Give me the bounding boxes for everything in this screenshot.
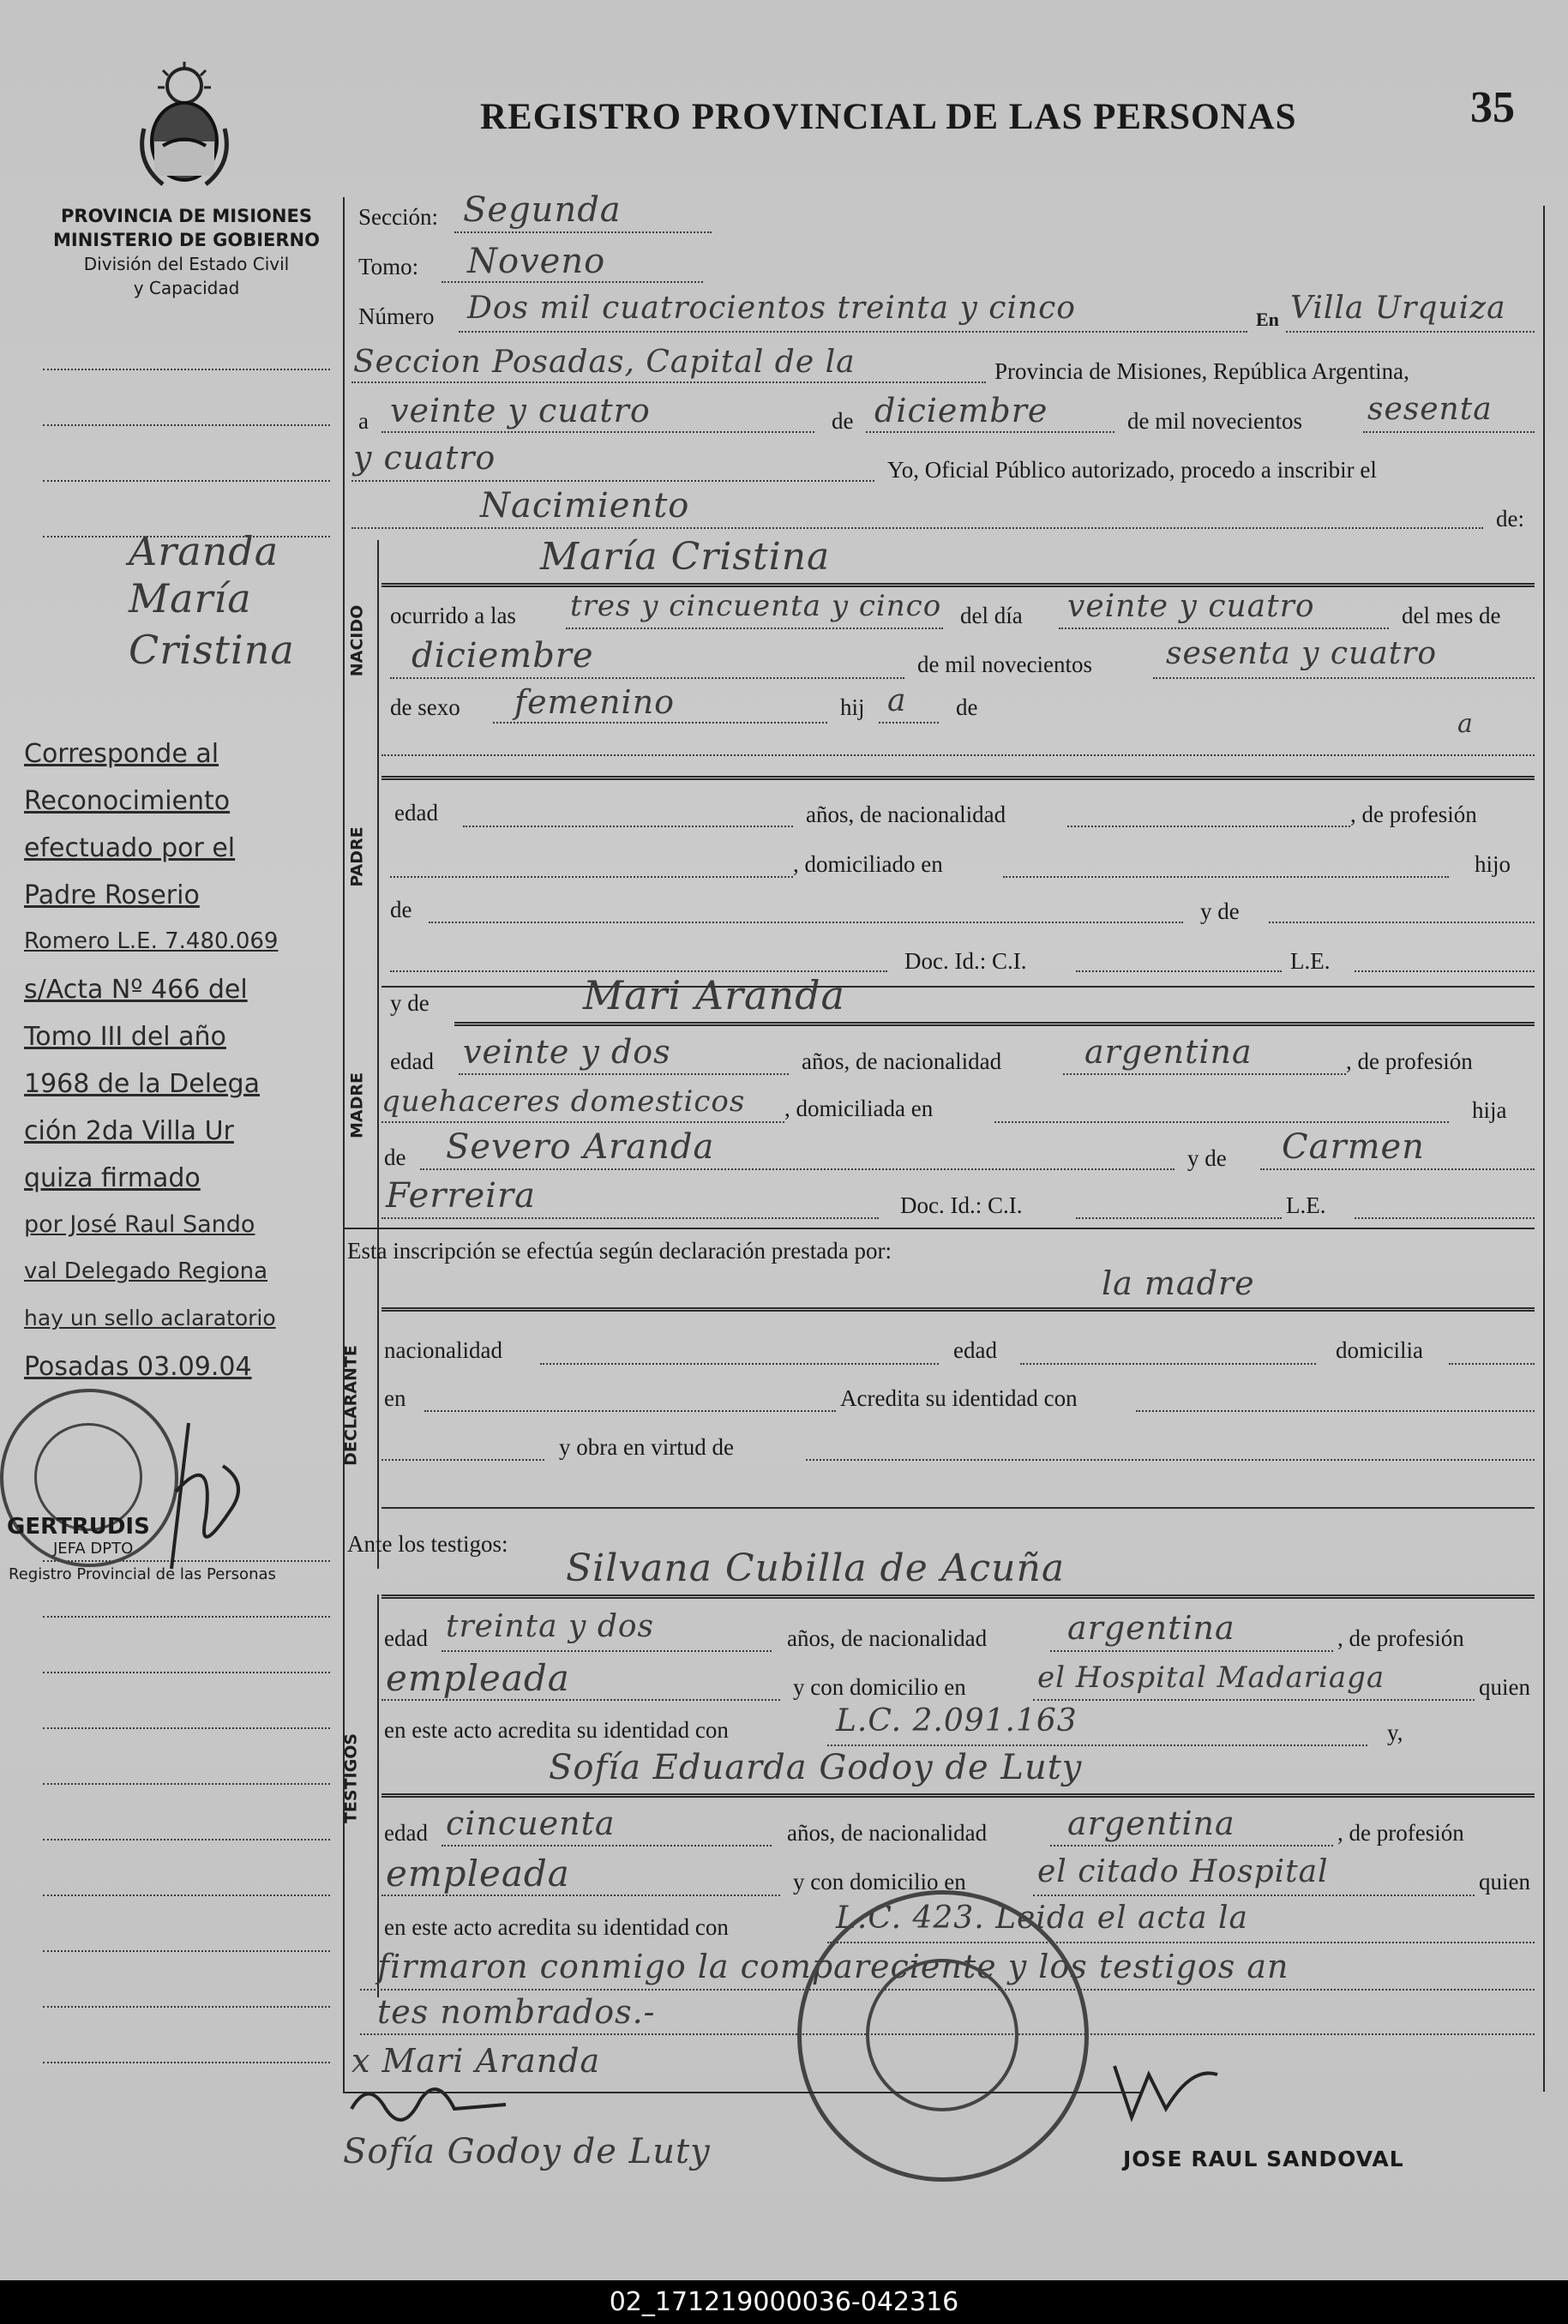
madre-nombre-line [454, 1022, 1535, 1026]
hora-line [566, 628, 943, 629]
mes-nac-line [390, 677, 904, 679]
hij-de-label: de [956, 694, 978, 720]
seccion-line [454, 231, 712, 233]
t2-nac-label: años, de nacionalidad [787, 1820, 988, 1846]
lugar-value: Seccion Posadas, Capital de la [353, 345, 856, 380]
madre-hija-label: hija [1472, 1097, 1507, 1123]
decl-dom-label: domicilia [1336, 1337, 1423, 1363]
section-label-declarante: DECLARANTE [341, 1345, 361, 1466]
margin-signature-icon [154, 1414, 257, 1577]
madre-nac-line [1063, 1073, 1346, 1075]
madre-doc-label: Doc. Id.: C.I. [900, 1192, 1023, 1218]
padre-le-line [1355, 970, 1535, 972]
margin-note-line: ción 2da Villa Ur [24, 1116, 234, 1146]
form-border-right [1543, 206, 1545, 2092]
anio2-value: y cuatro [353, 439, 496, 477]
madre-le-line [1355, 1217, 1535, 1219]
margin-line [43, 1727, 330, 1729]
section-border [377, 1594, 379, 1997]
t1-prof-value: empleada [386, 1657, 570, 1699]
scan-filename-bar: 02_171219000036-042316 [0, 2280, 1568, 2324]
testigo2-line [381, 1793, 1535, 1798]
de-label: de [832, 408, 854, 434]
margin-line [43, 1895, 330, 1896]
t1-doc-value: L.C. 2.091.163 [836, 1703, 1078, 1738]
provincia-text: Provincia de Misiones, República Argentina, [994, 358, 1409, 384]
inscripcion-text: Esta inscripción se efectúa según declaración prestada por: [347, 1238, 892, 1264]
margin-line [43, 2062, 330, 2063]
padre-nac-label: años, de nacionalidad [806, 802, 1006, 827]
t2-nac-line [1050, 1845, 1333, 1847]
padre-dom-line [1003, 876, 1449, 878]
decl-acredita-label: Acredita su identidad con [840, 1385, 1078, 1411]
margin-note-line: s/Acta Nº 466 del [24, 975, 248, 1005]
anio2-line [351, 480, 874, 482]
t2-edad-label: edad [384, 1820, 428, 1846]
t1-edad-line [442, 1650, 772, 1652]
de-colon-label: de: [1496, 506, 1524, 531]
padre-prof-label: , de profesión [1350, 802, 1477, 827]
t2-dom-value: el citado Hospital [1037, 1854, 1329, 1889]
tomo-line [442, 281, 703, 283]
padre-dom-label: , domiciliado en [793, 851, 943, 877]
margin-line [43, 1616, 330, 1618]
document-title: REGISTRO PROVINCIAL DE LAS PERSONAS [480, 97, 1297, 137]
madre-prof-value: quehaceres domesticos [381, 1084, 746, 1119]
decl-obra-line-a [381, 1459, 544, 1461]
t1-dom-label: y con domicilio en [793, 1674, 966, 1700]
hora-value: tres y cincuenta y cinco [570, 589, 942, 623]
nombre-line [381, 583, 1535, 587]
lugar-line [351, 381, 986, 383]
margin-note-line: val Delegado Regiona [24, 1258, 268, 1284]
madre-yde2-label: y de [1187, 1145, 1227, 1171]
madre-prof-line [381, 1121, 784, 1123]
margin-note-line: Posadas 03.09.04 [24, 1352, 252, 1382]
t1-edad-label: edad [384, 1625, 428, 1651]
margin-name-line: Cristina [129, 627, 295, 673]
sexo-line [493, 722, 827, 724]
decl-edad-line [1020, 1363, 1316, 1365]
mes-nac-value: diciembre [412, 636, 594, 676]
section-divider [381, 776, 1535, 780]
declarante-line [381, 1307, 1535, 1312]
cierre-line-1: firmaron conmigo la compareciente y los testigos an [377, 1948, 1289, 1985]
t1-dom-line [1033, 1699, 1475, 1701]
a-label: a [358, 408, 369, 434]
numero-line [459, 331, 1247, 333]
ante-label: Ante los testigos: [347, 1531, 508, 1557]
oficial-text: Yo, Oficial Público autorizado, procedo a inscribir el [887, 457, 1377, 483]
madre-ci-line [1076, 1217, 1282, 1219]
decl-dom-line [1449, 1363, 1535, 1365]
dia-value: veinte y cuatro [1067, 589, 1315, 624]
decl-nac-line [540, 1363, 939, 1365]
testigo1-value: Silvana Cubilla de Acuña [566, 1546, 1066, 1590]
t2-edad-value: cincuenta [446, 1805, 616, 1842]
signature-mother: x Mari Aranda [351, 2042, 601, 2080]
seccion-label: Sección: [358, 204, 438, 230]
madre-madre2-value: Ferreira [386, 1176, 536, 1216]
en-label: En [1256, 309, 1279, 330]
org-line: y Capacidad [133, 278, 240, 298]
numero-value: Dos mil cuatrocientos treinta y cinco [467, 291, 1076, 326]
decl-nac-label: nacionalidad [384, 1337, 502, 1363]
decl-acredita-line [1136, 1410, 1535, 1412]
parent-line [381, 754, 1535, 756]
margin-note-line: quiza firmado [24, 1163, 201, 1193]
t1-dom-value: el Hospital Madariaga [1037, 1660, 1385, 1695]
coat-of-arms-icon [137, 60, 231, 189]
padre-ci-line [1076, 970, 1282, 972]
madre-nac-label: años, de nacionalidad [802, 1048, 1002, 1074]
hij-line [879, 722, 939, 724]
t1-y-label: y, [1387, 1720, 1403, 1745]
padre-edad-line [463, 826, 793, 827]
decl-en-line [424, 1410, 836, 1412]
acto-value: Nacimiento [480, 486, 690, 525]
madre-yde-label: y de [390, 990, 430, 1016]
t2-prof-value: empleada [386, 1853, 570, 1895]
madre-edad-value: veinte y dos [463, 1033, 671, 1071]
margin-note-line: por José Raul Sando [24, 1211, 255, 1238]
stamp-title: JEFA DPTO [53, 1540, 134, 1558]
org-line: PROVINCIA DE MISIONES [61, 206, 312, 226]
hij-suffix: a [887, 683, 907, 718]
padre-edad-label: edad [394, 800, 438, 826]
org-line: MINISTERIO DE GOBIERNO [53, 230, 320, 250]
madre-dom-line [994, 1121, 1449, 1123]
de-mil-nov-label: de mil novecientos [917, 652, 1092, 677]
mil-novecientos-label: de mil novecientos [1127, 408, 1302, 434]
seccion-value: Segunda [463, 190, 622, 230]
dia-line [1059, 628, 1389, 629]
t1-prof-label: , de profesión [1337, 1625, 1464, 1651]
registry-seal-inner [866, 1959, 1018, 2111]
t1-prof-line [381, 1699, 780, 1701]
margin-note-line: efectuado por el [24, 833, 236, 863]
anio-nac-value: sesenta y cuatro [1166, 636, 1438, 671]
padre-padre-line [429, 922, 1183, 923]
padre-le-label: L.E. [1290, 948, 1331, 974]
signature-witness: Sofía Godoy de Luty [343, 2132, 711, 2171]
acto-line [351, 527, 1483, 529]
section-label-testigos: TESTIGOS [341, 1732, 361, 1824]
t2-prof-line [381, 1895, 780, 1896]
fecha-a-line [381, 431, 814, 433]
padre-de-label: de [390, 897, 412, 922]
section-label-padre: PADRE [347, 826, 367, 887]
section-label-nacido: NACIDO [347, 604, 367, 677]
margin-line [43, 1672, 330, 1673]
madre-de-label: de [384, 1144, 406, 1170]
margin-name-line: Aranda [129, 528, 279, 574]
section-label-madre: MADRE [347, 1072, 367, 1138]
stamp-name: GERTRUDIS [7, 1514, 150, 1540]
tomo-value: Noveno [467, 242, 606, 281]
madre-padre-value: Severo Aranda [446, 1127, 715, 1167]
padre-prof-line [390, 876, 793, 878]
org-line: División del Estado Civil [83, 254, 290, 274]
t1-acto-label: en este acto acredita su identidad con [384, 1717, 729, 1743]
padre-madre-line [1269, 922, 1535, 923]
padre-doc-label: Doc. Id.: C.I. [904, 948, 1027, 974]
madre-prof-label: , de profesión [1346, 1048, 1473, 1074]
margin-name-line: María [129, 575, 252, 622]
org-block [34, 204, 339, 300]
margin-line [43, 1783, 330, 1785]
t2-dom-line [1033, 1895, 1475, 1896]
madre-madre-value: Carmen [1282, 1127, 1425, 1167]
del-mes-label: del mes de [1402, 603, 1501, 628]
mes-value: diciembre [874, 392, 1048, 429]
madre-doc-line-a [381, 1217, 879, 1219]
form-bottom-line [343, 2092, 1140, 2093]
numero-label: Número [358, 303, 435, 329]
t2-nac-value: argentina [1067, 1805, 1235, 1842]
margin-note-line: Tomo III del año [24, 1022, 226, 1052]
margin-line [43, 1839, 330, 1841]
margin-line [43, 369, 330, 370]
del-dia-label: del día [960, 603, 1023, 628]
decl-obra-label: y obra en virtud de [559, 1434, 734, 1460]
en-value: Villa Urquiza [1290, 291, 1506, 326]
margin-line [43, 1950, 330, 1952]
t1-nac-label: años, de nacionalidad [787, 1625, 988, 1651]
section-border [377, 540, 379, 1569]
t2-acto-label: en este acto acredita su identidad con [384, 1914, 729, 1940]
decl-en-label: en [384, 1385, 406, 1411]
anio-line [1363, 431, 1535, 433]
t2-doc-value: L.C. 423. Leida el acta la [836, 1901, 1249, 1936]
decl-bottom-line [381, 1507, 1535, 1509]
margin-note-line: Romero L.E. 7.480.069 [24, 928, 279, 954]
t1-doc-line [827, 1745, 1367, 1746]
madre-edad-line [459, 1073, 789, 1075]
t2-dom-label: y con domicilio en [793, 1869, 966, 1895]
madre-madre-line [1260, 1168, 1535, 1170]
margin-line [43, 424, 330, 426]
mes-line [866, 431, 1114, 433]
declarante-value: la madre [1102, 1264, 1255, 1302]
t1-edad-value: treinta y dos [446, 1609, 655, 1644]
official-name: JOSE RAUL SANDOVAL [1123, 2147, 1404, 2171]
ocurrido-label: ocurrido a las [390, 603, 516, 628]
margin-note-line: Padre Roserio [24, 880, 200, 910]
margin-line [43, 480, 330, 482]
margin-note-line: Reconocimiento [24, 786, 231, 816]
hij-label: hij [840, 694, 865, 720]
t1-quien-label: quien [1479, 1674, 1530, 1700]
padre-yde-label: y de [1200, 898, 1240, 924]
en-line [1286, 331, 1535, 333]
tomo-label: Tomo: [358, 254, 419, 279]
anio-value: sesenta [1367, 392, 1493, 427]
decl-obra-line-b [806, 1459, 1535, 1461]
margin-note-line: 1968 de la Delega [24, 1069, 260, 1099]
padre-hijo-label: hijo [1475, 851, 1511, 877]
section-divider [343, 1228, 1535, 1229]
hij-suffix-2: a [1457, 709, 1474, 739]
t2-prof-label: , de profesión [1337, 1820, 1464, 1846]
cierre-line-2: tes nombrados.- [377, 1993, 656, 2031]
t2-edad-line [442, 1845, 772, 1847]
nombre-value: María Cristina [540, 535, 831, 579]
madre-nac-value: argentina [1084, 1033, 1253, 1071]
section-divider [381, 986, 1535, 988]
t1-nac-line [1050, 1650, 1333, 1652]
testigo2-value: Sofía Eduarda Godoy de Luty [549, 1748, 1083, 1787]
madre-le-label: L.E. [1286, 1192, 1326, 1218]
madre-edad-label: edad [390, 1048, 434, 1074]
anio-nac-line [1153, 677, 1535, 679]
fecha-a-value: veinte y cuatro [390, 392, 651, 429]
margin-line [43, 2006, 330, 2008]
margin-note-line: hay un sello aclaratorio [24, 1306, 276, 1330]
padre-nac-line [1067, 826, 1350, 827]
t1-nac-value: argentina [1067, 1609, 1235, 1647]
madre-dom-label: , domiciliada en [784, 1096, 934, 1121]
madre-padre-line [420, 1168, 1174, 1170]
decl-edad-label: edad [953, 1337, 997, 1363]
sexo-value: femenino [514, 683, 676, 721]
testigo1-line [381, 1594, 1535, 1599]
page-number: 35 [1470, 83, 1515, 132]
margin-note-line: Corresponde al [24, 739, 219, 769]
t2-quien-label: quien [1479, 1869, 1530, 1895]
stamp-registry: Registro Provincial de las Personas [9, 1565, 276, 1583]
sexo-label: de sexo [390, 694, 460, 720]
madre-nombre-value: Mari Aranda [583, 972, 845, 1018]
